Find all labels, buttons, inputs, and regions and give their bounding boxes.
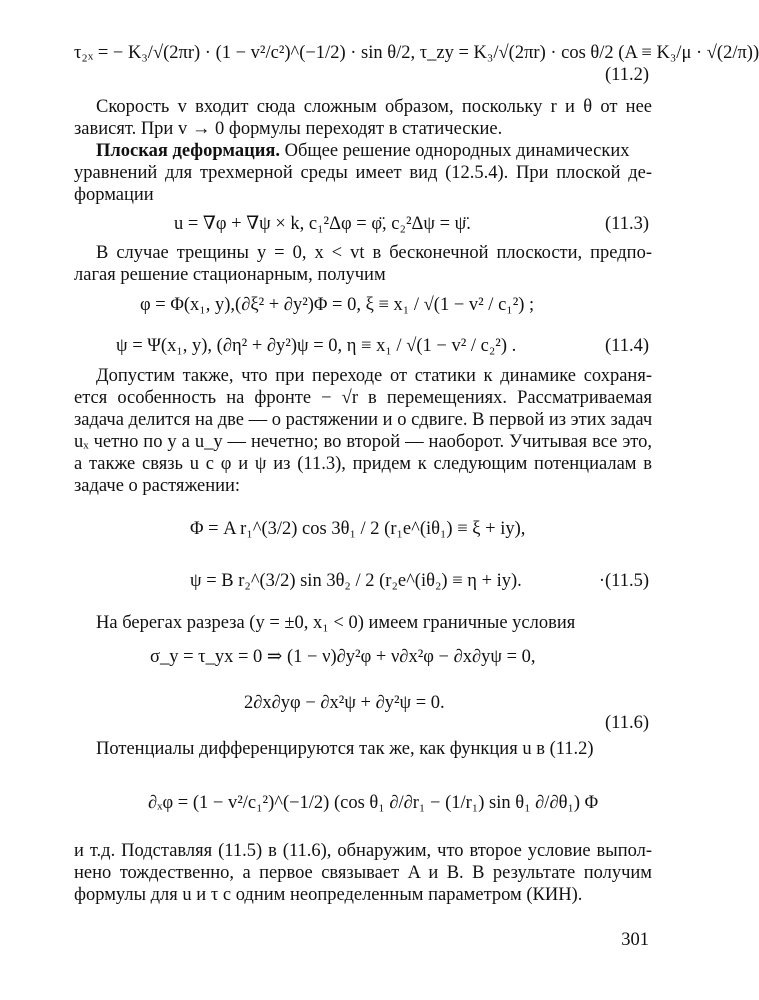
equation-11-5-line2: ψ = B r₂^(3/2) sin 3θ₂ / 2 (r₂e^(iθ₂) ≡ η + iy). — [190, 571, 522, 591]
paragraph-line: uₓ четно по y а u_y — нечетно; во второй — наоборот. Учитывая все это, — [74, 432, 652, 452]
equation-11-2 — [74, 42, 759, 64]
paragraph-line: Допустим также, что при переходе от статики к динамике сохраня- — [96, 366, 652, 386]
paragraph-line: а также связь u с φ и ψ из (11.3), придем к следующим потенциалам в — [74, 454, 652, 474]
equation-text: τ₂ₓ = − K₃/√(2πr) · (1 − v²/c²)^(−1/2) · sin θ/2, τ_zy = K₃/√(2πr) · cos θ/2 (A ≡ K₃/μ · √(2/π)) — [74, 43, 759, 63]
paragraph-line: и т.д. Подставляя (11.5) в (11.6), обнаружим, что второе условие выпол- — [74, 841, 652, 861]
paragraph-line: задаче о растяжении: — [74, 476, 241, 496]
paragraph-line — [96, 140, 652, 162]
paragraph-line: нено тождественно, а первое связывает A и B. B результате получим — [74, 863, 652, 883]
paragraph-line: формулы для u и τ с одним неопределенным параметром (КИН). — [74, 885, 583, 905]
equation-11-3: u = ∇φ + ∇ψ × k, c₁²Δφ = φ̈, c₂²Δψ = ψ̈. — [174, 214, 471, 234]
equation-11-6-line2: 2∂x∂yφ − ∂x²ψ + ∂y²ψ = 0. — [244, 693, 445, 713]
equation-number-11-4: (11.4) — [604, 336, 649, 356]
equation-number-11-3: (11.3) — [604, 214, 649, 234]
paragraph-line: лагая решение стационарным, получим — [74, 265, 386, 285]
equation-11-4-line2: ψ = Ψ(x₁, y), (∂η² + ∂y²)ψ = 0, η ≡ x₁ / √(1 − v² / c₂²) . — [116, 336, 517, 356]
equation-11-5-line1: Φ = A r₁^(3/2) cos 3θ₁ / 2 (r₁e^(iθ₁) ≡ ξ + iy), — [190, 519, 526, 539]
paragraph-line: задача делится на две — о растяжении и о сдвиге. В первой из этих задач — [74, 410, 653, 430]
equation-11-6-line1: σ_y = τ_yx = 0 ⇒ (1 − ν)∂y²φ + ν∂x²φ − ∂x∂yψ = 0, — [150, 647, 536, 667]
paragraph-text: Общее решение однородных динамических — [280, 141, 630, 161]
section-heading: Плоская деформация. — [96, 141, 281, 161]
paragraph-line: На берегах разреза (y = ±0, x₁ < 0) имеем граничные условия — [96, 613, 576, 633]
paragraph-line: формации — [74, 185, 154, 205]
paragraph-line: Скорость v входит сюда сложным образом, поскольку r и θ от нее — [96, 97, 652, 117]
paragraph-line: В случае трещины y = 0, x < vt в бесконечной плоскости, предпо- — [96, 243, 652, 263]
page-number: 301 — [621, 930, 649, 950]
equation-derivative: ∂ₓφ = (1 − v²/c₁²)^(−1/2) (cos θ₁ ∂/∂r₁ − (1/r₁) sin θ₁ ∂/∂θ₁) Φ — [148, 793, 599, 813]
equation-11-4-line1: φ = Φ(x₁, y),(∂ξ² + ∂y²)Φ = 0, ξ ≡ x₁ / √(1 − v² / c₁²) ; — [140, 295, 535, 315]
paragraph-line: зависят. При v → 0 формулы переходят в статические. — [74, 119, 503, 139]
paragraph-line: ется особенность на фронте − √r в перемещениях. Рассматриваемая — [74, 388, 652, 408]
equation-number-11-6: (11.6) — [604, 713, 649, 733]
equation-number-11-2: (11.2) — [604, 65, 649, 85]
paragraph-line: уравнений для трехмерной среды имеет вид (12.5.4). При плоской де- — [74, 163, 652, 183]
paragraph-line: Потенциалы дифференцируются так же, как функция u в (11.2) — [96, 739, 594, 759]
equation-number-11-5: ·(11.5) — [598, 571, 649, 591]
